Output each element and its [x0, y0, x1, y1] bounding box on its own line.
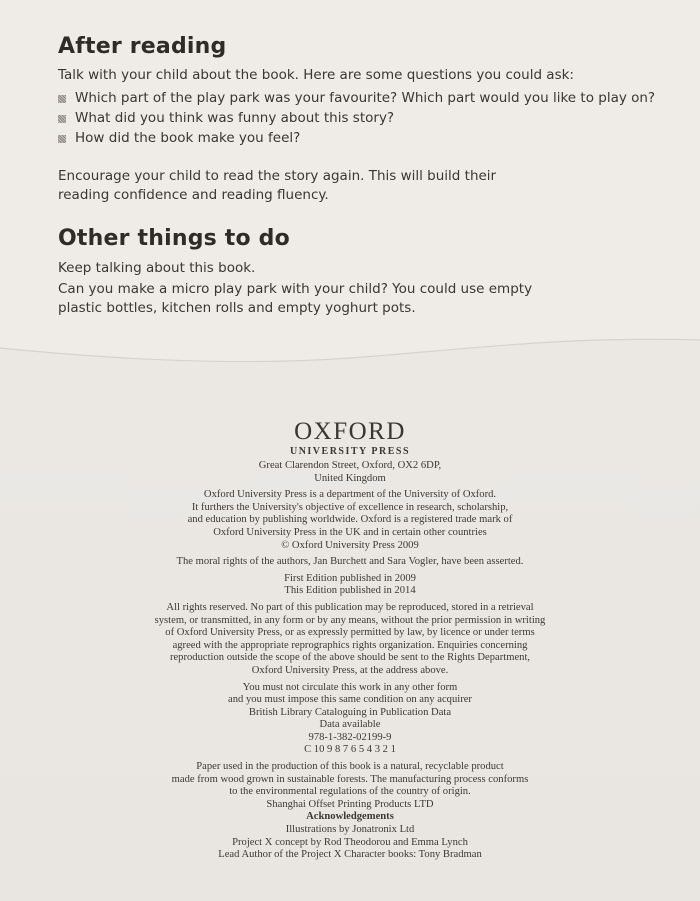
edition-line: This Edition published in 2014 [284, 585, 416, 597]
circulation-line: and you must impose this same condition on any acquirer [228, 694, 472, 706]
rights-line: of Oxford University Press, or as expressly permitted by law, by licence or under terms [165, 627, 535, 639]
ack-line: Illustrations by Jonatronix Ltd [285, 824, 415, 836]
ack-line: Lead Author of the Project X Character books: Tony Bradman [218, 849, 482, 861]
question-text: What did you think was funny about this story? [75, 110, 395, 126]
isbn-line: 978-1-382-02199-9 [308, 731, 392, 743]
oxford-logo-sub: UNIVERSITY PRESS [289, 446, 411, 457]
paper-line: Paper used in the production of this book is a natural, recyclable product [196, 761, 504, 773]
dept-line: Oxford University Press in the UK and in certain other countries [213, 526, 487, 538]
acknowledgements-title: Acknowledgements [306, 811, 394, 823]
question-text: How did the book make you feel? [75, 130, 301, 146]
circulation-line: You must not circulate this work in any other form [242, 681, 458, 693]
after-reading-closing: Encourage your child to read the story again. This will build their reading confidence and reading fluency. [58, 168, 497, 203]
paper-line: to the environmental regulations of the country of origin. [229, 786, 471, 798]
printer-line: Shanghai Offset Printing Products LTD [266, 798, 434, 810]
cip-line: British Library Cataloguing in Publication Data [248, 706, 452, 718]
rights-line: All rights reserved. No part of this publication may be reproduced, stored in a retrieval [166, 601, 534, 613]
square-bullet-icon [58, 135, 66, 143]
other-things-line1: Keep talking about this book. [58, 260, 256, 276]
square-bullet-icon [58, 115, 66, 123]
question-item [58, 129, 658, 148]
square-bullet-icon [58, 95, 66, 103]
after-reading-heading: After reading [58, 34, 227, 59]
question-text: Which part of the play park was your favourite? Which part would you like to play on? [75, 90, 656, 106]
rights-line: system, or transmitted, in any form or by any means, without the prior permission in writing [154, 614, 546, 626]
rights-line: agreed with the appropriate reprographics rights organization. Enquiries concerning [172, 639, 528, 651]
after-reading-intro: Talk with your child about the book. Here are some questions you could ask: [58, 67, 574, 83]
question-list [58, 89, 658, 149]
other-things-line2: Can you make a micro play park with your child? You could use empty plastic bottles, kitchen rolls and empty yoghurt pots. [58, 281, 533, 316]
edition-line: First Edition published in 2009 [284, 572, 416, 584]
ack-line: Project X concept by Rod Theodorou and Emma Lynch [232, 836, 468, 848]
paper-line: made from wood grown in sustainable forests. The manufacturing process conforms [171, 773, 529, 785]
dept-line: and education by publishing worldwide. Oxford is a registered trade mark of [187, 514, 513, 526]
question-item [58, 89, 658, 108]
dept-line: It furthers the University's objective of excellence in research, scholarship, [191, 501, 509, 513]
moral-rights-line: The moral rights of the authors, Jan Burchett and Sara Vogler, have been asserted. [176, 556, 524, 568]
address-line: Great Clarendon Street, Oxford, OX2 6DP, [258, 460, 442, 471]
cip-line: Data available [319, 719, 381, 731]
other-things-heading: Other things to do [58, 226, 290, 251]
flap-edge [0, 318, 700, 378]
dept-line: Oxford University Press is a department of the University of Oxford. [203, 489, 497, 501]
imprint-block [100, 418, 600, 862]
rights-line: reproduction outside the scope of the above should be sent to the Rights Department, [169, 652, 531, 664]
question-item [58, 109, 658, 128]
copyright-line: © Oxford University Press 2009 [281, 539, 419, 551]
rights-line: Oxford University Press, at the address above. [251, 664, 449, 676]
address-line: United Kingdom [314, 472, 386, 484]
oxford-logo: OXFORD [294, 418, 406, 445]
printing-line: C 10 9 8 7 6 5 4 3 2 1 [304, 744, 396, 756]
